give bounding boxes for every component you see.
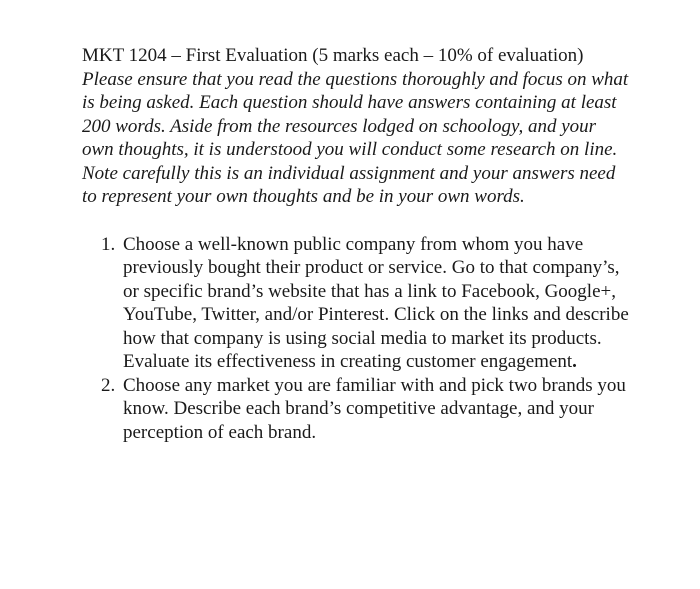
question-list [82,233,630,445]
document-content [82,44,630,444]
question-text: Choose a well-known public company from whom you have previously bought their product or service. Go to that company’s, or specific brand’s website that has a link to Facebook, Google+, YouTube, Twitter, and/or Pinterest. Click on the links and describe how that company is using social media to market its products. Evaluate its effectiveness in creating customer engagement [123,233,629,372]
question-number: 1. [101,233,116,255]
question-number: 2. [101,374,116,396]
question-item-2 [101,374,630,445]
question-trailing-punctuation: . [572,351,577,372]
question-item-1 [101,233,630,374]
instructions-paragraph: Please ensure that you read the questions thoroughly and focus on what is being asked. Each question should have answers containing at least 200 words. Aside from the resources lodged on schoology, and your own thoughts, it is understood you will conduct some research on line. Note carefully this is an individual assignment and your answers need to represent your own thoughts and be in your own words. [82,68,629,207]
document-title: MKT 1204 – First Evaluation (5 marks each – 10% of evaluation) [82,45,584,66]
question-text: Choose any market you are familiar with and pick two brands you know. Describe each brand’s competitive advantage, and your perception of each brand. [123,374,626,443]
